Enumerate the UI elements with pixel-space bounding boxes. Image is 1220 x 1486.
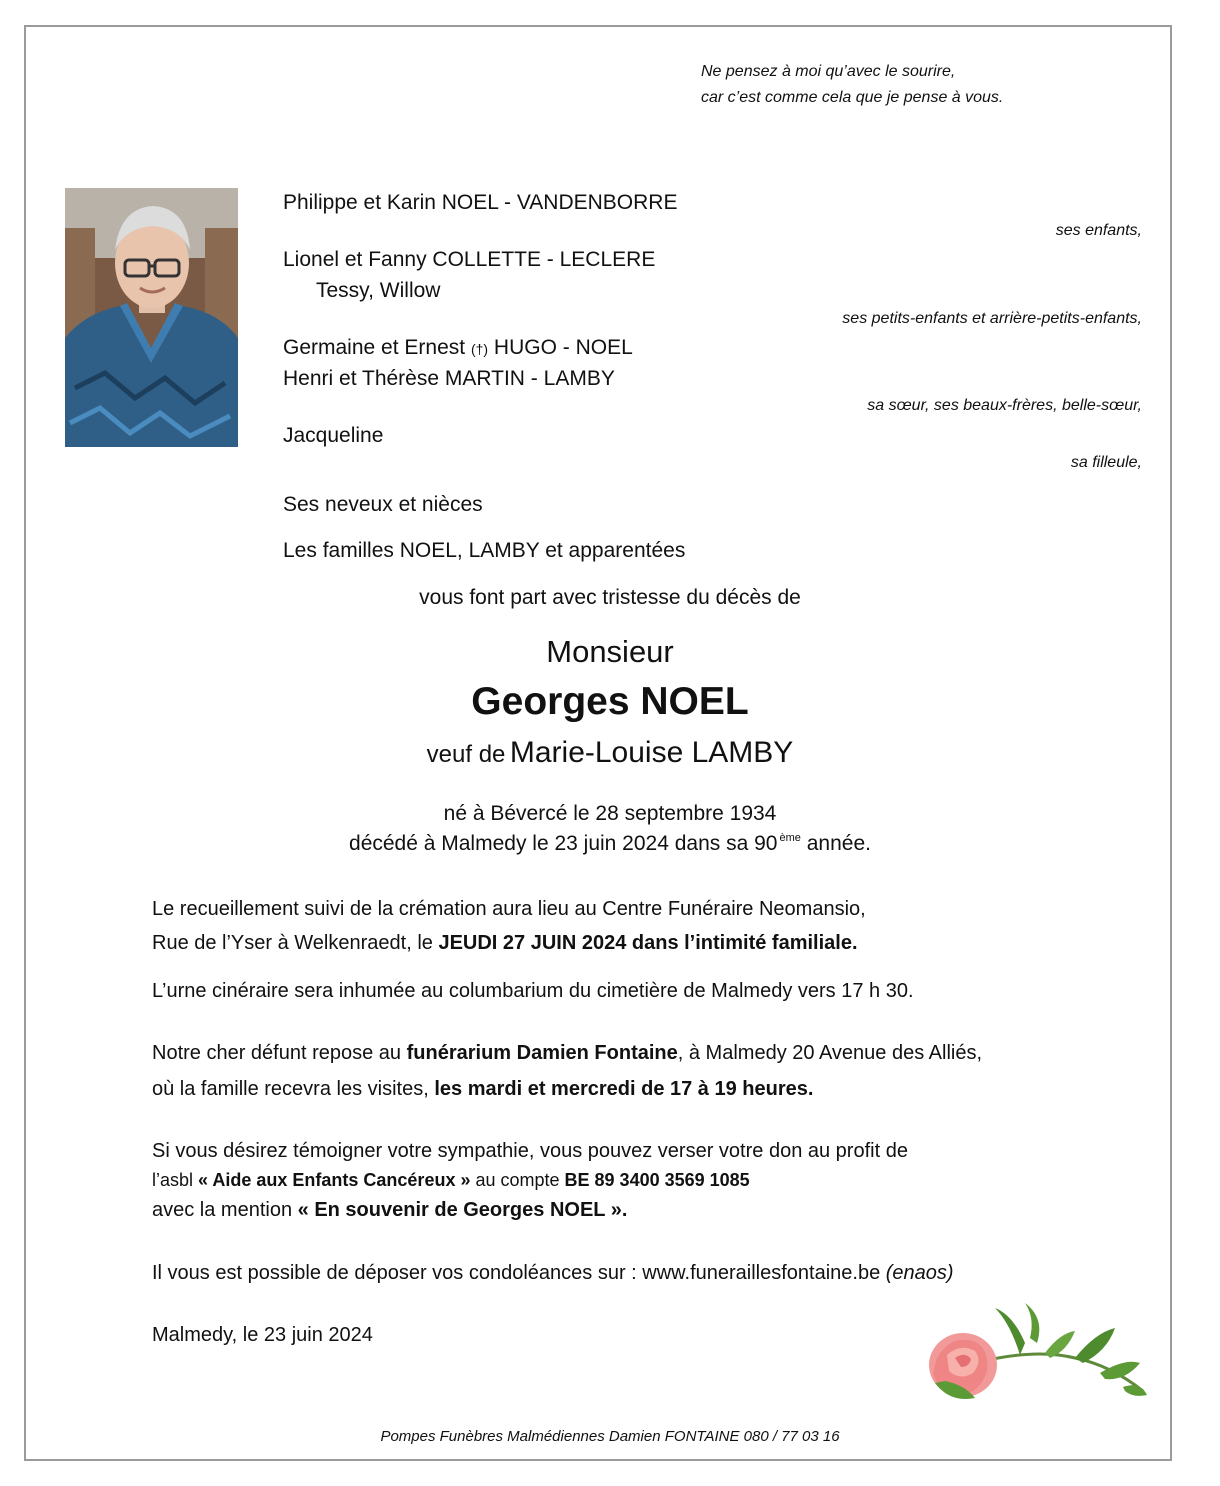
death-end: année.	[806, 832, 871, 855]
donation-charity: « Aide aux Enfants Cancéreux »	[198, 1170, 471, 1190]
condolences-text: Il vous est possible de déposer vos condoléances sur : www.funeraillesfontaine.be	[152, 1262, 886, 1284]
birth-line: né à Bévercé le 28 septembre 1934	[443, 802, 777, 825]
visits-line-1	[152, 1042, 982, 1065]
quote-line-2: car c’est comme cela que je pense à vous.	[701, 89, 1004, 106]
widower-line	[0, 736, 1220, 770]
relation-children: ses enfants,	[1055, 222, 1142, 239]
visits-line-2	[152, 1078, 813, 1101]
donation-mention: « En souvenir de Georges NOEL ».	[297, 1199, 628, 1221]
relation-siblings: sa sœur, ses beaux-frères, belle-sœur,	[867, 397, 1142, 414]
portrait-photo	[65, 188, 238, 447]
donation-asbl: l’asbl	[152, 1170, 199, 1190]
announcement-intro: vous font part avec tristesse du décès de	[419, 586, 801, 609]
family-grandchildren: Lionel et Fanny COLLETTE - LECLERE	[283, 248, 656, 271]
family-goddaughter: Jacqueline	[283, 424, 384, 447]
condolences-line	[152, 1262, 954, 1285]
announcement-title: Monsieur	[546, 634, 674, 669]
urn-line: L’urne cinéraire sera inhumée au columbarium du cimetière de Malmedy vers 17 h 30.	[152, 980, 914, 1002]
family-children: Philippe et Karin NOEL - VANDENBORRE	[283, 191, 678, 214]
ordinal-suffix: ème	[779, 832, 801, 844]
family-sibling-1	[283, 336, 633, 360]
widower-prefix: veuf de	[426, 741, 506, 768]
visits-prefix: Notre cher défunt repose au	[152, 1042, 407, 1064]
ceremony-date: JEUDI 27 JUIN 2024 dans l’intimité familiale.	[438, 932, 858, 954]
death-text: décédé à Malmedy le 23 juin 2024 dans sa 90	[349, 832, 778, 855]
visits-family: où la famille recevra les visites,	[152, 1078, 435, 1100]
condolences-enaos: (enaos)	[885, 1262, 954, 1284]
donation-line-1: Si vous désirez témoigner votre sympathie, vous pouvez verser votre don au profit de	[152, 1140, 908, 1162]
funerarium-address: , à Malmedy 20 Avenue des Alliés,	[677, 1042, 983, 1064]
spouse-name: Marie-Louise LAMBY	[509, 736, 794, 769]
memorial-quote	[701, 59, 1003, 111]
footer-funeral-home: Pompes Funèbres Malmédiennes Damien FONTAINE 080 / 77 03 16	[380, 1428, 840, 1445]
sibling-1-names: Germaine et Ernest	[283, 336, 466, 359]
visits-hours: les mardi et mercredi de 17 à 19 heures.	[434, 1078, 814, 1100]
family-sibling-2: Henri et Thérèse MARTIN - LAMBY	[283, 367, 615, 390]
family-nephews: Ses neveux et nièces	[283, 493, 483, 516]
donation-account-label: au compte	[470, 1170, 565, 1190]
donation-line-3	[152, 1199, 627, 1222]
ceremony-line-2	[152, 932, 858, 955]
donation-line-2	[152, 1170, 750, 1191]
death-line	[0, 832, 1220, 856]
deceased-cross-icon: (†)	[470, 341, 489, 357]
date-place: Malmedy, le 23 juin 2024	[152, 1324, 373, 1346]
deceased-name: Georges NOEL	[471, 680, 749, 723]
ceremony-line-1: Le recueillement suivi de la crémation aura lieu au Centre Funéraire Neomansio,	[152, 898, 866, 920]
donation-account: BE 89 3400 3569 1085	[564, 1170, 750, 1190]
sibling-1-surname: HUGO - NOEL	[493, 336, 633, 359]
relation-grandchildren: ses petits-enfants et arrière-petits-enfants,	[842, 310, 1142, 327]
funerarium-name: funérarium Damien Fontaine	[406, 1042, 678, 1064]
family-great-grandchildren: Tessy, Willow	[316, 279, 441, 302]
family-families: Les familles NOEL, LAMBY et apparentées	[283, 539, 686, 562]
rose-icon	[925, 1303, 1150, 1408]
relation-goddaughter: sa filleule,	[1070, 454, 1142, 471]
quote-line-1: Ne pensez à moi qu’avec le sourire,	[701, 63, 956, 80]
donation-mention-label: avec la mention	[152, 1199, 298, 1221]
ceremony-place: Rue de l’Yser à Welkenraedt, le	[152, 932, 439, 954]
